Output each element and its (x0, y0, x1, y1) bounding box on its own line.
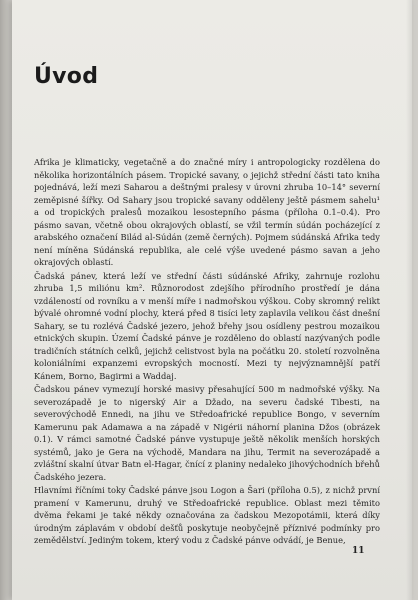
paragraph-chad-basin: Čadská pánev, která leží ve střední části súdánské Afriky, zahrnuje rozlohu zhruba 1,5 miliónu km². Různorodost zdejšího přírodního prostředí je dána vzdáleností od rovníku a v menší míře i nadmořskou výškou. Coby skromný relikt bývalé ohromné vodní plochy, která před 8 tisíci lety zaplavila velikou část dnešní Sahary, se tu rozlévá Čadské jezero, jehož břehy jsou osídleny pestrou mozaikou etnických skupin. Území Čadské pánve je rozděleno do oblastí nazývaných podle tradičních státních celků, jejichž celistvost byla na počátku 20. století rozvolněna koloniálními expanzemi evropských mocností. Mezi ty nejvýznamnější patří Kánem, Borno, Bagirmi a Waddaj. (34, 270, 380, 381)
paragraph-mountains: Čadskou pánev vymezují horské masivy přesahující 500 m nadmořské výšky. Na severozápadě je to nigerský Air a Džado, na severu čadské Tibesti, na severovýchodě Ennedi, na jihu ve Středoafrické republice Bongo, v severním Kamerunu pak Adamawa a na západě v Nigérii náhorní planina Džos (obrázek 0.1). V rámci samotné Čadské pánve vystupuje ještě několik menších horských systémů, jako je Gera na východě, Mandara na jihu, Termit na severozápadě a zvláštní skalní útvar Batn el-Hagar, čnící z planiny nedaleko jihovýchodních břehů Čadského jezera. (34, 384, 380, 482)
page-number: 11 (352, 546, 365, 556)
chapter-title: Úvod (34, 64, 99, 89)
paragraph-rivers: Hlavními říčními toky Čadské pánve jsou Logon a Šari (příloha 0.5), z nichž první pramení v Kamerunu, druhý ve Středoafrické republice. Oblast mezi těmito dvěma řekami je také někdy označována za čadskou Mezopotámii, která díky úrodným záplavám v období dešťů poskytuje neobyčejně příznivé podmínky pro zemědělství. Jediným tokem, který vodu z Čadské pánve odvádí, je Benue, (34, 485, 380, 545)
body-text (34, 156, 380, 547)
book-page (12, 0, 412, 600)
paragraph-intro: Afrika je klimaticky, vegetačně a do značné míry i antropologicky rozdělena do několika horizontálních pásem. Tropické savany, o jejichž střední části tato kniha pojednává, leží mezi Saharou a deštnými pralesy v úrovni zhruba 10–14° severní zeměpisné šířky. Od Sahary jsou tropické savany odděleny ještě pásmem sahelu¹ a od tropických pralesů mozaikou lesostepního pásma (příloha 0.1–0.4). Pro pásmo savan, včetně obou okrajových oblastí, se vžil termín súdán pocházející z arabského označení Bilád al-Súdán (země černých). Pojmem súdánská Afrika tedy není míněna Súdánská republika, ale celé výše uvedené pásmo savan a jeho okrajových oblastí. (34, 157, 380, 267)
